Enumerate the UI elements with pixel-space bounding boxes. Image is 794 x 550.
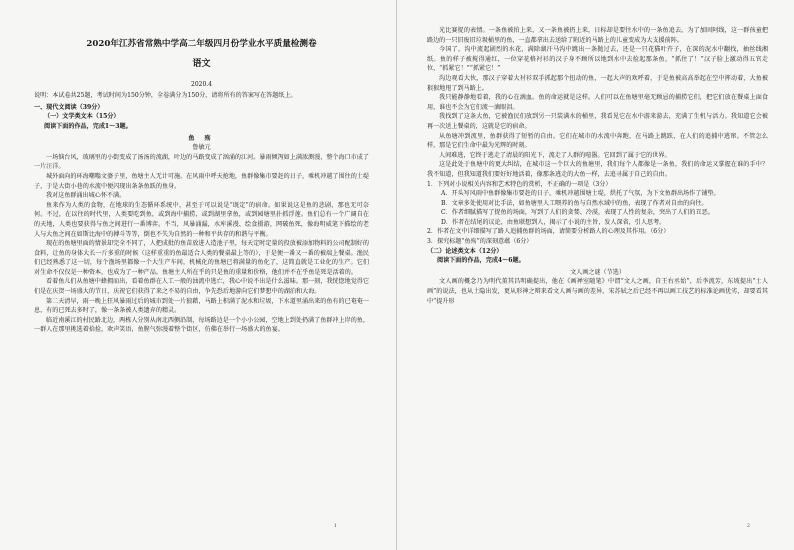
page-number: 2: [746, 523, 750, 530]
section-heading: 一、现代文阅读（39分）: [34, 103, 104, 111]
exam-date: 2020.4: [191, 80, 212, 88]
article-author: 鲁敏元: [192, 144, 211, 152]
question-option: B．文章多处使用对比手法，如鱼塘里人工喂养的鱼与自然水域中的鱼，表现了作者对自由的向往。: [441, 199, 708, 207]
paragraph: 这是此处于鱼塘中的更大纠结，在城市这一个巨大的鱼塘里，我们每个人都像是一条鱼，我们的命运又掌握在谁的手中？我不知道，但我知道我们要好好地活着，像那条逃走的大鱼一样，去追寻属于自己的自由。: [427, 161, 768, 178]
paragraph: 今国了，沟中流起剧烈的水花，满除湖汗马沟中跳出一条抛过去，还是一只花猫叶卉子，在深的泥水中翻找，抽丝线湘纸。鱼的样子被搅得通红，一位穿花格衬衫的汉子身不顾所以地到水中去捡起那条鱼，“抓住了！”汉子脸上激动得五官走位，“抓紧它！”“抓紧它！”: [427, 46, 768, 73]
question-stem: 1．下列对小说相关内容和艺术特色的赏析，不正确的一项是（3分）: [427, 180, 612, 188]
article-title: 文人画之谜（节选）: [570, 268, 625, 276]
reading-instruction: 阅读下面的作品，完成1～3题。: [44, 122, 132, 130]
paragraph: 文人画的概念乃为明代董其昌明确提出，他在《画禅室随笔》中谓“文人之画，自王右丞始”，后李流芳，东坡提出“士人画”的说法，也从土隐出发，更从形神之辩来看文人画与画的差异，宋苏轼之后已经不再以画工技艺的标准论画优劣，却要看其中“提升形: [427, 278, 768, 305]
paragraph: 城外面向的环海嘲嗡文婆子里，鱼塘主人无计可施。在风雨中呼天抢地，鱼群像集市要赶的日子，乘机冲越了围往的土堤子，于是大街小巷的水流中便闪现出条条鱼跃的鱼身。: [34, 172, 369, 190]
question-stem: 2．作者在文中详细描写了路人追捕鱼群的场面，请简要分析路人的心理及其作用。（6分）: [427, 228, 670, 236]
paragraph: 沟边观看大伙，那汉子穿着大衬衫双手抓起那个扭动的鱼，一起大声的欢呼着，于是鱼被高高举起在空中挥动着，大鱼被狠狠地甩了到马路上。: [427, 74, 768, 92]
paragraph: 现在的鱼塘里面的情景却完全不同了，人把成批的鱼苗放进人造池子里，每天定时定量的投放被添加物料的公司配制好的食料，让鱼的身体大长一斤多重的时候（这样重重的鱼最适合人类的餐桌最上等的），于是便一番又一番的被端上餐桌。渔民们已经熟悉了这一切，每个渔场里都像一个大生产车间，机械化的鱼塘已将满量的鱼化了，这简直就是工业化的生产。它们对生命不仅仅是一种资本，也成为了一种产品。鱼塘主人所在乎的只是鱼的重量和价格，他们并不在乎鱼是死是活着的。: [34, 240, 369, 276]
exam-note: 说明：本试卷共25题，考试时间为150分钟，全卷满分为150分，请将所有的答案写在答题纸上。: [34, 92, 297, 100]
paragraph: 我找到了这条大鱼，它被渔民们放到另一只装满水的桶里，我看见它在水中游来游去，充满了生机与活力。我知道它会被再一次送上餐桌的，这就是它的宿命。: [427, 113, 768, 130]
paragraph: 一场恼台风，玻璃里的小街变成了汤汤的流湖，叶边的马路变成了汹涌的江河。暴雨倾泻如上满浓测漫，整个海口市成了一片汪洋。: [34, 153, 369, 171]
paragraph: 临近南溪江的村民路北边，两栋人分别从南北西侧沿制，每场路边是一个小小公园，空地上到处扔满了鱼群冲上岸的鱼，一群人在那里挑选着拾捡，欢声笑语，鱼腥气弥漫着整个街区，仿佛在举行一场盛大的鱼宴。: [34, 316, 369, 334]
paragraph: 我只能静静地看着，我的心在滴血。鱼的命运就是这样。人们可以在鱼塘里毫无顾忌的捕捞它们，把它们放在餐桌上面食用，谁也不会为它们流一滴眼泪。: [427, 94, 768, 111]
paragraph: 看着鱼儿们从鱼塘中蜂拥而出，看着鱼群在人工一般的浊流中逃亡，我心中说不出是什么滋味。那一刻，我恍惚地觉得它们是在庆贺一场盛大的节日，庆祝它们获得了来之不易的自由，争先恐后地游向它们梦想中的湖泊和大海。: [34, 278, 369, 296]
paragraph: 第二天清早，雨一晚上狂风暴雨过后的城市到处一片狼藉，马路上积满了泥水和垃圾，下水道里涌出来的鱼有的已奄奄一息，有的已死去多时了，像一条条被人类遗弃的精灵。: [34, 297, 369, 315]
paragraph: 我对这鱼群涌出城心怀不满。: [46, 192, 126, 200]
exam-title: 2020年江苏省常熟中学高二年级四月份学业水平质量检测卷: [86, 39, 317, 49]
page-number: 1: [333, 523, 337, 530]
section-heading: （二）论述类文本（12分）: [427, 247, 503, 255]
question-option: A．开头写风雨中鱼群像集市要赶的日子，乘机冲越围塘土堤，烘托了气氛，为下文鱼群出场作了铺垫。: [441, 190, 720, 198]
question-stem: 3．探究标题“鱼殇”的深刻意蕴（6分）: [427, 238, 533, 246]
paragraph: 光比赛捉的表情。一条鱼被拍上来，又一条鱼被扔上来，日标却是要往水中的一条鱼追去。为了加固阿线，这一群孩童把路边的一只旧废旧垃圾桶里的鱼，一直都拿出去送给了附近的马路上的儿童变成为大支援前阵。: [427, 27, 768, 44]
page-right: [397, 0, 794, 550]
paragraph: 鱼来作为人类的食物，在地球的生态循环系统中，甚至于可以说是“既定”的宿命。如果说这是鱼的悲剧，那也无可奈何。不过，在以往的时代里，人类要吃到鱼，或到海中捕捞，或到湖里拿鱼，或到园塘里扑抓浮莲。鱼们总有一个广阔自在的天地，人类也要获得与鱼之间进行一番博弈。不当，风暴涌漏，水库溪漫、绘食摄游，网破鱼死，像海明威笔下描绘的老人与大鱼之间在如斯比海中的搏斗等等，倒也不失为自然的一种和平共存的和谐与平衡。: [34, 201, 369, 238]
subject-heading: 语文: [192, 59, 211, 69]
subsection-heading: （一）文学类文本（15分）: [44, 113, 120, 121]
reading-instruction: 阅读下面的作品，完成4～6题。: [437, 257, 525, 265]
question-option: C．作者细腻描写了捉鱼的场面，写到了人们的贪婪、冷漠，表现了人性的复杂，突出了人们的丑恶。: [441, 209, 714, 217]
article-title: 鱼 殇: [188, 134, 215, 142]
paragraph: 人间难逃，它终于逃走了清晨的阳光下，流走了人群的喧嚣。它回到了属于它的世界。: [439, 151, 671, 159]
paragraph: 从鱼塘冲到流里，鱼群获得了短暂的自由。它们在城市的水流中奔跑，在马路上跳跃，在人们的追捕中逃窜。不管怎么样，那是它们生命中最为光辉的时刻。: [427, 132, 768, 150]
question-option: D．作者在结尾的议论，由鱼联想到人，揭示了小说的主旨，发人深省，引人思考。: [441, 218, 666, 226]
